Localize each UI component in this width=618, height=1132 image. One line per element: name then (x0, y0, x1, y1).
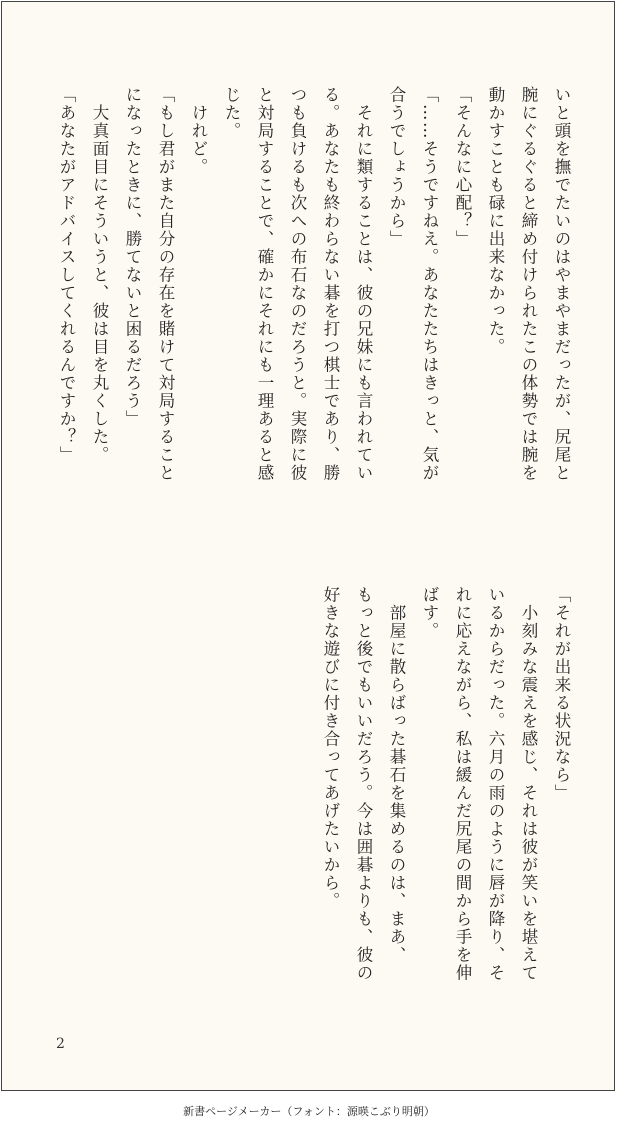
vertical-text-lower: 「それが出来る状況なら」 小刻みな震えを感じ、それは彼が笑いを堪えて いるからだった。六月の雨のように唇が降り、そ れに応えながら、私は緩んだ尻尾の間から手を伸 ばす。 部屋に散らばった碁石を集めるのは、まあ、 もっと後でもいいだろう。今は囲碁よりも、彼の 好きな遊びに付き合ってあげたいから。 (321, 586, 571, 982)
page-number: 2 (56, 1036, 65, 1052)
book-page (1, 1, 615, 1091)
vertical-text-upper: いと頭を撫でたいのはやまやまだったが、尻尾と 腕にぐるぐると締め付けられたこの体勢では腕を 動かすことも碌に出来なかった。 「そんなに心配？」 「……そうですねえ。あなたたちはきっと、気が 合うでしょうから」 それに類することは、彼の兄妹にも言われてい る。あなたも終わらない碁を打つ棋士であり、勝 つも負けるも次への布石なのだろうと。実際に彼 と対局することで、確かにそれにも一理あると感 じた。 けれど。 「もし君がまた自分の存在を賭けて対局すること になったときに、勝てないと困るだろう」 大真面目にそういうと、彼は目を丸くした。 「あなたがアドバイスしてくれるんですか？」 (57, 86, 571, 482)
footer-credit: 新書ページメーカー（フォント：源暎こぶり明朝） (183, 1105, 435, 1118)
